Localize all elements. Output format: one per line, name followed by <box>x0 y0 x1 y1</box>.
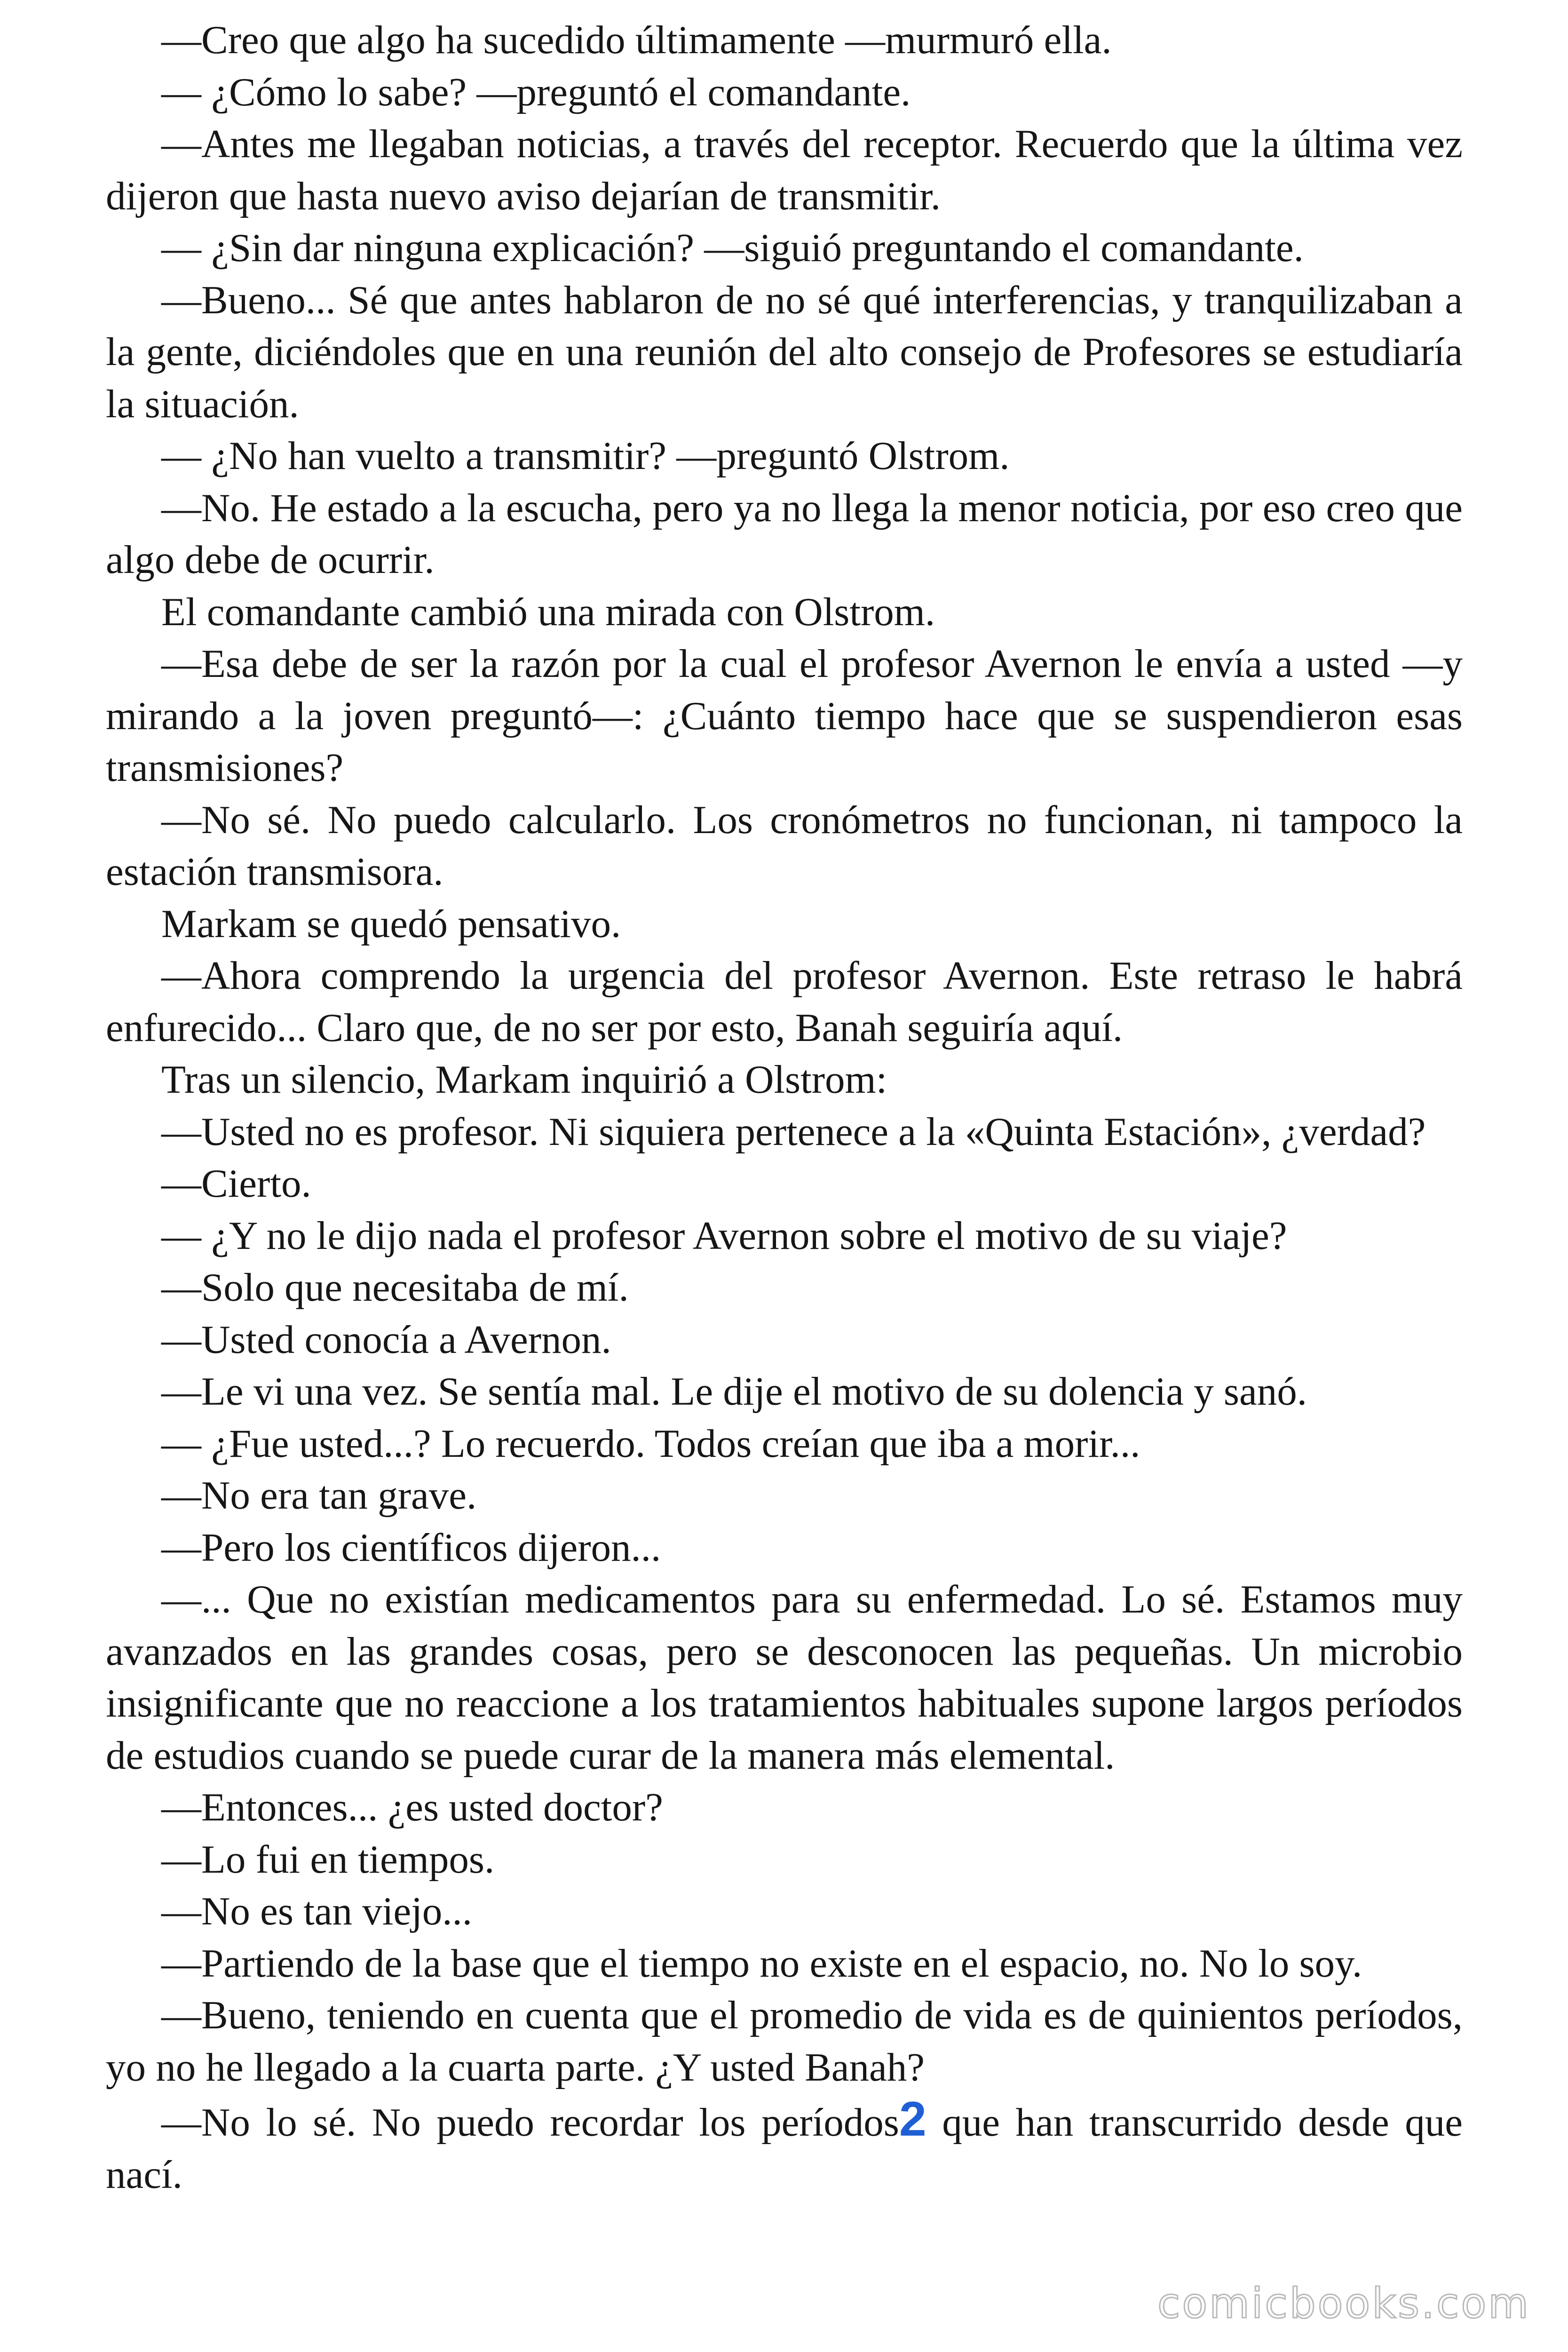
paragraph: —Esa debe de ser la razón por la cual el profesor Avernon le envía a usted —y mirando a la joven preguntó—: ¿Cuánto tiempo hace que se suspendieron esas transmisiones? <box>106 642 1463 790</box>
paragraph: —Lo fui en tiempos. <box>161 1837 495 1882</box>
paragraph: —Bueno, teniendo en cuenta que el promedio de vida es de quinientos períodos, yo no he llegado a la cuarta parte. ¿Y usted Banah? <box>106 1993 1463 2090</box>
final-paragraph-start: —No lo sé. No puedo recordar los períodos <box>161 2100 899 2145</box>
paragraph: — ¿Sin dar ninguna explicación? —siguió preguntando el comandante. <box>161 226 1304 270</box>
paragraph: —Le vi una vez. Se sentía mal. Le dije el motivo de su dolencia y sanó. <box>161 1369 1307 1414</box>
paragraph: —Creo que algo ha sucedido últimamente —murmuró ella. <box>161 18 1112 62</box>
paragraph: —No. He estado a la escucha, pero ya no llega la menor noticia, por eso creo que algo debe de ocurrir. <box>106 485 1463 582</box>
paragraph: —Usted conocía a Avernon. <box>161 1317 611 1362</box>
paragraph: —Usted no es profesor. Ni siquiera pertenece a la «Quinta Estación», ¿verdad? <box>161 1109 1426 1154</box>
final-paragraph-end: que han transcurrido desde que nací. <box>106 2100 1463 2197</box>
paragraph: Tras un silencio, Markam inquirió a Olstrom: <box>161 1057 887 1102</box>
paragraph: —No es tan viejo... <box>161 1889 472 1933</box>
paragraph: —Solo que necesitaba de mí. <box>161 1265 629 1310</box>
paragraph: —Antes me llegaban noticias, a través del receptor. Recuerdo que la última vez dijeron que hasta nuevo aviso dejarían de transmitir. <box>106 122 1463 218</box>
paragraph: —... Que no existían medicamentos para su enfermedad. Lo sé. Estamos muy avanzados en las grandes cosas, pero se desconocen las pequeñas. Un microbio insignificante que no reaccione a los tratamientos habituales supone largos períodos de estudios cuando se puede curar de la manera más elemental. <box>106 1577 1463 1778</box>
paragraph: —Ahora comprendo la urgencia del profesor Avernon. Este retraso le habrá enfurecido... Claro que, de no ser por esto, Banah seguiría aquí. <box>106 954 1463 1050</box>
paragraph: —Pero los científicos dijeron... <box>161 1525 661 1570</box>
paragraph: —Partiendo de la base que el tiempo no existe en el espacio, no. No lo soy. <box>161 1941 1362 1986</box>
book-page-text <box>106 14 1463 2201</box>
footnote-link[interactable]: 2 <box>899 2092 927 2146</box>
paragraph: —Entonces... ¿es usted doctor? <box>161 1785 663 1829</box>
paragraph: — ¿Y no le dijo nada el profesor Avernon sobre el motivo de su viaje? <box>161 1213 1287 1258</box>
paragraph: — ¿Fue usted...? Lo recuerdo. Todos creían que iba a morir... <box>161 1421 1140 1466</box>
paragraph: — ¿Cómo lo sabe? —preguntó el comandante. <box>161 70 911 114</box>
paragraph: —No sé. No puedo calcularlo. Los cronómetros no funcionan, ni tampoco la estación transmisora. <box>106 797 1463 894</box>
paragraph: El comandante cambió una mirada con Olstrom. <box>161 589 935 634</box>
paragraph: Markam se quedó pensativo. <box>161 901 621 946</box>
watermark: comicbooks.com <box>1157 2279 1530 2328</box>
paragraph: —Cierto. <box>161 1161 311 1206</box>
paragraph: —Bueno... Sé que antes hablaron de no sé qué interferencias, y tranquilizaban a la gente, diciéndoles que en una reunión del alto consejo de Profesores se estudiaría la situación. <box>106 278 1463 426</box>
paragraph: —No era tan grave. <box>161 1473 477 1518</box>
final-paragraph <box>106 2093 1463 2201</box>
paragraph: — ¿No han vuelto a transmitir? —preguntó Olstrom. <box>161 434 1010 478</box>
